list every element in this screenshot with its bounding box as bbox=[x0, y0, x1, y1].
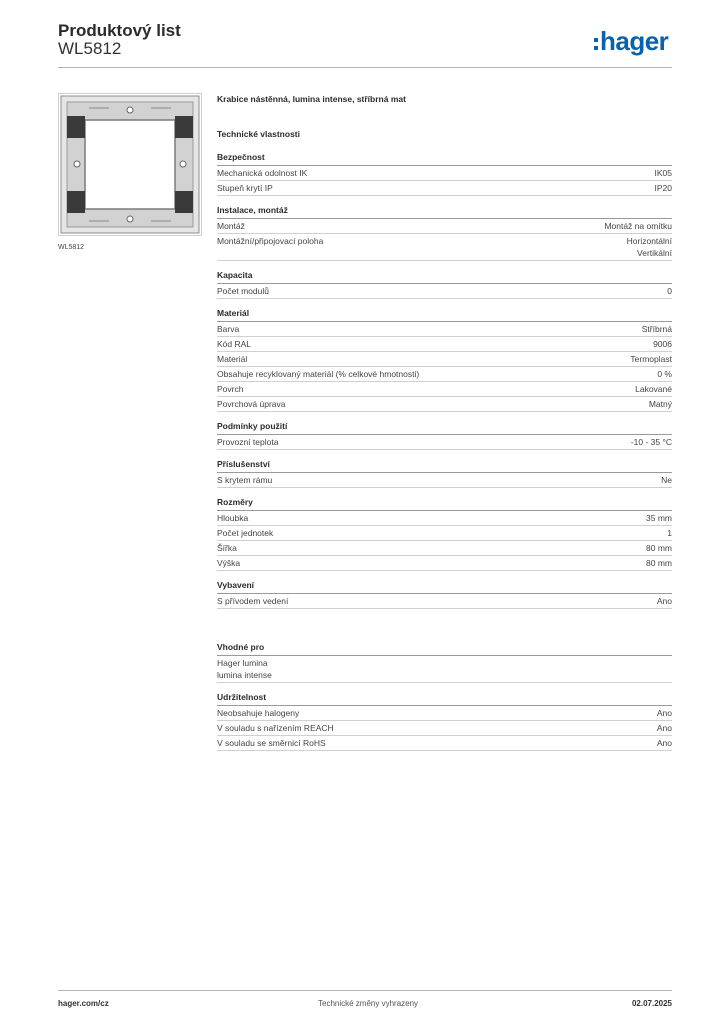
spec-label: Šířka bbox=[217, 543, 237, 553]
spec-label: Povrch bbox=[217, 384, 244, 394]
spec-label: Mechanická odolnost IK bbox=[217, 168, 308, 178]
spec-section bbox=[217, 205, 672, 261]
spec-row bbox=[217, 352, 672, 367]
spec-label: Materiál bbox=[217, 354, 248, 364]
specifications bbox=[217, 94, 672, 751]
spec-value-line: 0 % bbox=[657, 369, 672, 379]
logo-dots-icon bbox=[594, 38, 598, 50]
list-item: Hager lumina bbox=[217, 658, 268, 668]
section-title: Vhodné pro bbox=[217, 642, 672, 656]
spec-value bbox=[657, 368, 672, 380]
spec-value-line: Ne bbox=[661, 475, 672, 485]
spec-row bbox=[217, 556, 672, 571]
spec-label: Výška bbox=[217, 558, 241, 568]
spec-label: Provozní teplota bbox=[217, 437, 279, 447]
spec-section bbox=[217, 152, 672, 196]
spec-value-line: IK05 bbox=[654, 168, 672, 178]
logo-text: hager bbox=[600, 26, 669, 56]
footer-note: Technické změny vyhrazeny bbox=[318, 999, 419, 1008]
section-title: Kapacita bbox=[217, 270, 672, 284]
section-title: Podmínky použití bbox=[217, 421, 672, 435]
spec-value bbox=[649, 398, 672, 410]
spec-row bbox=[217, 337, 672, 352]
suitable-section bbox=[217, 642, 672, 683]
spec-sections bbox=[217, 152, 672, 609]
spec-value-line: 0 bbox=[667, 286, 672, 296]
product-image bbox=[58, 93, 202, 236]
spec-value bbox=[655, 167, 673, 179]
spec-value bbox=[604, 220, 672, 232]
section-title: Rozměry bbox=[217, 497, 672, 511]
product-code: WL5812 bbox=[58, 39, 122, 58]
spec-section bbox=[217, 421, 672, 450]
spec-value-line: 1 bbox=[667, 528, 672, 538]
spec-row bbox=[217, 706, 672, 721]
spec-label: Počet jednotek bbox=[217, 528, 274, 538]
spec-value bbox=[630, 353, 672, 365]
spec-value bbox=[627, 235, 672, 259]
spec-row bbox=[217, 284, 672, 299]
spec-label: S přívodem vedení bbox=[217, 596, 289, 606]
spec-value: Ano bbox=[656, 708, 672, 718]
spec-row bbox=[217, 511, 672, 526]
spec-value: Ano bbox=[656, 723, 672, 733]
spec-label: Hloubka bbox=[217, 513, 249, 523]
spec-value bbox=[667, 285, 672, 297]
spec-row bbox=[217, 234, 672, 261]
spec-value-line: Lakované bbox=[635, 384, 672, 394]
spec-row bbox=[217, 322, 672, 337]
spec-value-line: 9006 bbox=[653, 339, 672, 349]
spec-label: Povrchová úprava bbox=[217, 399, 286, 409]
page-title: Produktový list bbox=[58, 21, 181, 40]
spec-row bbox=[217, 382, 672, 397]
spec-value bbox=[667, 527, 672, 539]
section-title: Vybavení bbox=[217, 580, 672, 594]
header-divider bbox=[58, 67, 672, 68]
footer-divider bbox=[58, 990, 672, 991]
spec-label: Počet modulů bbox=[217, 286, 269, 296]
spec-row bbox=[217, 435, 672, 450]
spec-row bbox=[217, 594, 672, 609]
spec-value-line: Termoplast bbox=[630, 354, 672, 364]
spec-value bbox=[661, 474, 672, 486]
spec-section bbox=[217, 580, 672, 609]
spec-value bbox=[646, 512, 672, 524]
suitable-list bbox=[217, 656, 672, 683]
spec-value-line: Matný bbox=[648, 399, 672, 409]
spec-value-line: Vertikální bbox=[637, 248, 672, 258]
spec-label: Montáž bbox=[217, 221, 245, 231]
sustainability-section bbox=[217, 692, 672, 751]
spec-label: Neobsahuje halogeny bbox=[217, 708, 300, 718]
spec-row bbox=[217, 166, 672, 181]
spec-value-line: 80 mm bbox=[646, 543, 672, 553]
image-caption: WL5812 bbox=[58, 244, 85, 251]
section-title: Udržitelnost bbox=[217, 692, 672, 706]
spec-value-line: Ano bbox=[656, 596, 672, 606]
spec-section bbox=[217, 308, 672, 412]
spec-value-line: IP20 bbox=[654, 183, 672, 193]
spec-value bbox=[646, 557, 672, 569]
section-title: Bezpečnost bbox=[217, 152, 672, 166]
spec-label: Obsahuje recyklovaný materiál (% celkové hmotnosti) bbox=[217, 369, 420, 379]
spec-value bbox=[655, 182, 673, 194]
spec-row bbox=[217, 736, 672, 751]
section-title: Instalace, montáž bbox=[217, 205, 672, 219]
wall-box-illustration bbox=[59, 94, 201, 235]
spec-value bbox=[635, 383, 672, 395]
spec-section bbox=[217, 497, 672, 571]
spec-row bbox=[217, 219, 672, 234]
product-name: Krabice nástěnná, lumina intense, stříbrná mat bbox=[217, 94, 406, 104]
spec-label: Montážní/připojovací poloha bbox=[217, 236, 324, 246]
spec-value: Ano bbox=[656, 738, 672, 748]
spec-row bbox=[217, 367, 672, 382]
spec-value-line: Montáž na omítku bbox=[604, 221, 672, 231]
spec-value bbox=[631, 436, 672, 448]
hager-logo bbox=[594, 26, 668, 57]
spec-value bbox=[646, 542, 672, 554]
spec-row bbox=[217, 181, 672, 196]
section-title: Materiál bbox=[217, 308, 672, 322]
spec-value-line: Stříbrná bbox=[641, 324, 672, 334]
technical-heading: Technické vlastnosti bbox=[217, 129, 300, 139]
spec-value-line: Horizontální bbox=[626, 236, 672, 246]
section-title: Příslušenství bbox=[217, 459, 672, 473]
list-item: lumina intense bbox=[217, 670, 272, 680]
spec-label: Stupeň krytí IP bbox=[217, 183, 273, 193]
spec-value-line: -10 - 35 °C bbox=[630, 437, 672, 447]
spec-section bbox=[217, 459, 672, 488]
spec-value bbox=[653, 338, 672, 350]
spec-label: Barva bbox=[217, 324, 240, 334]
spec-row bbox=[217, 526, 672, 541]
spec-value bbox=[657, 595, 672, 607]
footer-website-link[interactable]: hager.com/cz bbox=[58, 999, 109, 1008]
spec-row bbox=[217, 721, 672, 736]
spec-label: Kód RAL bbox=[217, 339, 252, 349]
spec-label: V souladu s nařízením REACH bbox=[217, 723, 334, 733]
spec-value-line: 35 mm bbox=[646, 513, 672, 523]
spec-label: S krytem rámu bbox=[217, 475, 273, 485]
spec-row bbox=[217, 397, 672, 412]
spec-row bbox=[217, 541, 672, 556]
footer-date: 02.07.2025 bbox=[631, 999, 672, 1008]
spec-value-line: 80 mm bbox=[646, 558, 672, 568]
spec-label: V souladu se směrnicí RoHS bbox=[217, 738, 326, 748]
spec-row bbox=[217, 473, 672, 488]
spec-section bbox=[217, 270, 672, 299]
spec-value bbox=[642, 323, 672, 335]
